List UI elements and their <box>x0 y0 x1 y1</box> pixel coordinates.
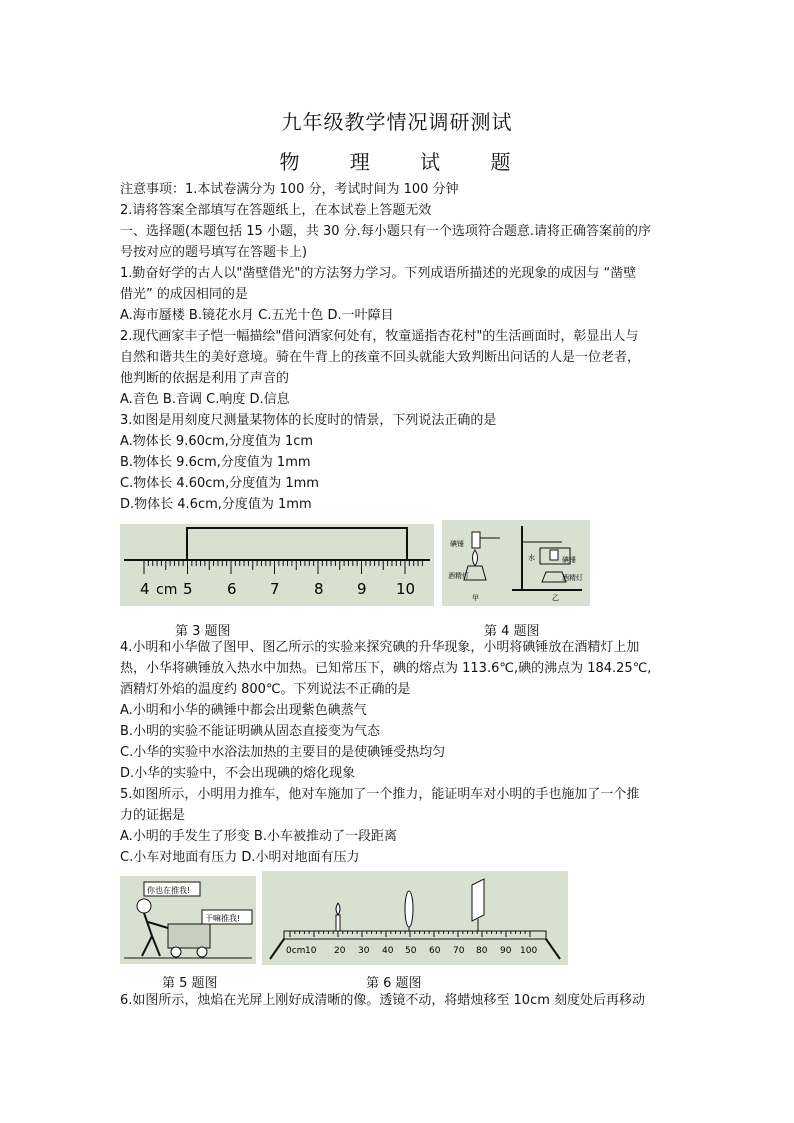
candle-icon <box>336 915 340 931</box>
iodine-tube-icon <box>472 532 480 548</box>
light-screen-icon <box>472 879 484 921</box>
figure-5-caption: 第 5 题图 <box>162 976 218 991</box>
svg-text:水: 水 <box>528 554 535 562</box>
svg-text:酒精灯: 酒精灯 <box>448 572 469 580</box>
question-4-option: B.小明的实验不能证明碘从固态直接变为气态 <box>120 724 381 739</box>
figure-6-optical-bench <box>262 871 568 965</box>
question-5-stem: 力的证据是 <box>120 808 186 823</box>
figure-5-push-cart <box>120 876 256 964</box>
bench-tick-label: 90 <box>500 946 512 956</box>
flame-icon <box>336 903 340 915</box>
figure-6-caption: 第 6 题图 <box>366 976 422 991</box>
bench-tick-label: 60 <box>429 946 441 956</box>
lens-icon <box>405 891 413 927</box>
question-4-option: A.小明和小华的碘锤中都会出现紫色碘蒸气 <box>120 703 367 718</box>
speech-bubble-text: 干嘛推我! <box>205 914 241 923</box>
question-3-option: D.物体长 4.6cm,分度值为 1mm <box>120 497 312 512</box>
question-4-stem: 酒精灯外焰的温度约 800℃。下列说法不正确的是 <box>120 682 411 697</box>
bench-tick-label: 80 <box>476 946 488 956</box>
bench-tick-label: 50 <box>405 946 417 956</box>
measured-object <box>187 528 407 560</box>
figure-4-apparatus <box>442 520 590 606</box>
question-2-stem: 2.现代画家丰子恺一幅描绘"借问酒家何处有，牧童遥指杏花村"的生活画面时，彰显出人与 <box>120 329 639 344</box>
ruler-tick-label: 5 <box>183 580 193 598</box>
ruler-tick-label: 8 <box>314 580 324 598</box>
question-3-option: C.物体长 4.60cm,分度值为 1mm <box>120 476 319 491</box>
question-5-stem: 5.如图所示，小明用力推车，他对车施加了一个推力，能证明车对小明的手也施加了一个推 <box>120 787 640 802</box>
iodine-tube-icon <box>550 550 558 560</box>
note-line: 2.请将答案全部填写在答题纸上，在本试卷上答题无效 <box>120 203 432 218</box>
question-3-option: B.物体长 9.6cm,分度值为 1mm <box>120 455 311 470</box>
boy-icon <box>137 899 151 913</box>
section-heading: 号按对应的题号填写在答题卡上) <box>120 245 308 260</box>
bench-tick-label: 20 <box>334 946 346 956</box>
speech-bubble-text: 你也在推我! <box>147 886 191 895</box>
bench-tick-label: 70 <box>453 946 465 956</box>
note-line: 注意事项：1.本试卷满分为 100 分，考试时间为 100 分钟 <box>120 182 459 197</box>
question-2-stem: 自然和谐共生的美好意境。骑在牛背上的孩童不回头就能大致判断出问话的人是一位老者， <box>120 350 641 365</box>
bench-tick-label: 10 <box>305 946 317 956</box>
bench-tick-label: 100 <box>520 946 538 956</box>
question-3-option: A.物体长 9.60cm,分度值为 1cm <box>120 434 314 449</box>
svg-text:酒精灯: 酒精灯 <box>562 574 583 582</box>
question-2-options: A.音色 B.音调 C.响度 D.信息 <box>120 392 290 407</box>
figure-3-caption: 第 3 题图 <box>175 624 231 639</box>
question-2-stem: 他判断的依据是利用了声音的 <box>120 371 290 386</box>
figure-3-ruler <box>120 524 434 606</box>
ruler-tick-label: 6 <box>227 580 237 598</box>
cart-icon <box>168 924 210 948</box>
section-heading: 一、选择题(本题包括 15 小题，共 30 分.每小题只有一个选项符合题意.请将正确答案前的序 <box>120 224 651 239</box>
question-6-stem: 6.如图所示，烛焰在光屏上刚好成清晰的像。透镜不动，将蜡烛移至 10cm 刻度处后再移动 <box>120 993 646 1008</box>
figure-4-caption: 第 4 题图 <box>484 624 540 639</box>
exam-subtitle: 物 理 试 题 <box>279 150 533 174</box>
question-1-stem: 1.勤奋好学的古人以"凿壁借光"的方法努力学习。下列成语所描述的光现象的成因与 “凿壁 <box>120 266 637 281</box>
svg-text:碘锤: 碘锤 <box>450 540 464 548</box>
question-1-stem: 借光” 的成因相同的是 <box>120 287 248 302</box>
ruler-tick-label: 10 <box>396 580 416 598</box>
question-4-option: C.小华的实验中水浴法加热的主要目的是使碘锤受热均匀 <box>120 745 446 760</box>
svg-text:乙: 乙 <box>552 594 559 602</box>
question-5-option: C.小车对地面有压力 D.小明对地面有压力 <box>120 850 360 865</box>
question-4-stem: 4.小明和小华做了图甲、图乙所示的实验来探究碘的升华现象，小明将碘锤放在酒精灯上加 <box>120 640 640 655</box>
question-4-stem: 热，小华将碘锤放入热水中加热。已知常压下，碘的熔点为 113.6℃,碘的沸点为 184.25℃, <box>120 661 652 676</box>
ruler-tick-label: 4 <box>140 580 150 598</box>
ruler-unit-label: cm <box>156 582 178 598</box>
bench-tick-label: 30 <box>358 946 370 956</box>
ruler-tick-label: 7 <box>270 580 280 598</box>
question-5-option: A.小明的手发生了形变 B.小车被推动了一段距离 <box>120 829 397 844</box>
bench-tick-label: 40 <box>382 946 394 956</box>
question-4-option: D.小华的实验中，不会出现碘的熔化现象 <box>120 766 356 781</box>
exam-title: 九年级教学情况调研测试 <box>281 110 513 134</box>
question-3-stem: 3.如图是用刻度尺测量某物体的长度时的情景，下列说法正确的是 <box>120 413 497 428</box>
svg-text:碘锤: 碘锤 <box>562 556 576 564</box>
ruler-tick-label: 9 <box>357 580 367 598</box>
svg-text:甲: 甲 <box>472 594 479 602</box>
bench-unit-label: 0cm <box>286 946 306 956</box>
question-1-options: A.海市蜃楼 B.镜花水月 C.五光十色 D.一叶障目 <box>120 308 394 323</box>
